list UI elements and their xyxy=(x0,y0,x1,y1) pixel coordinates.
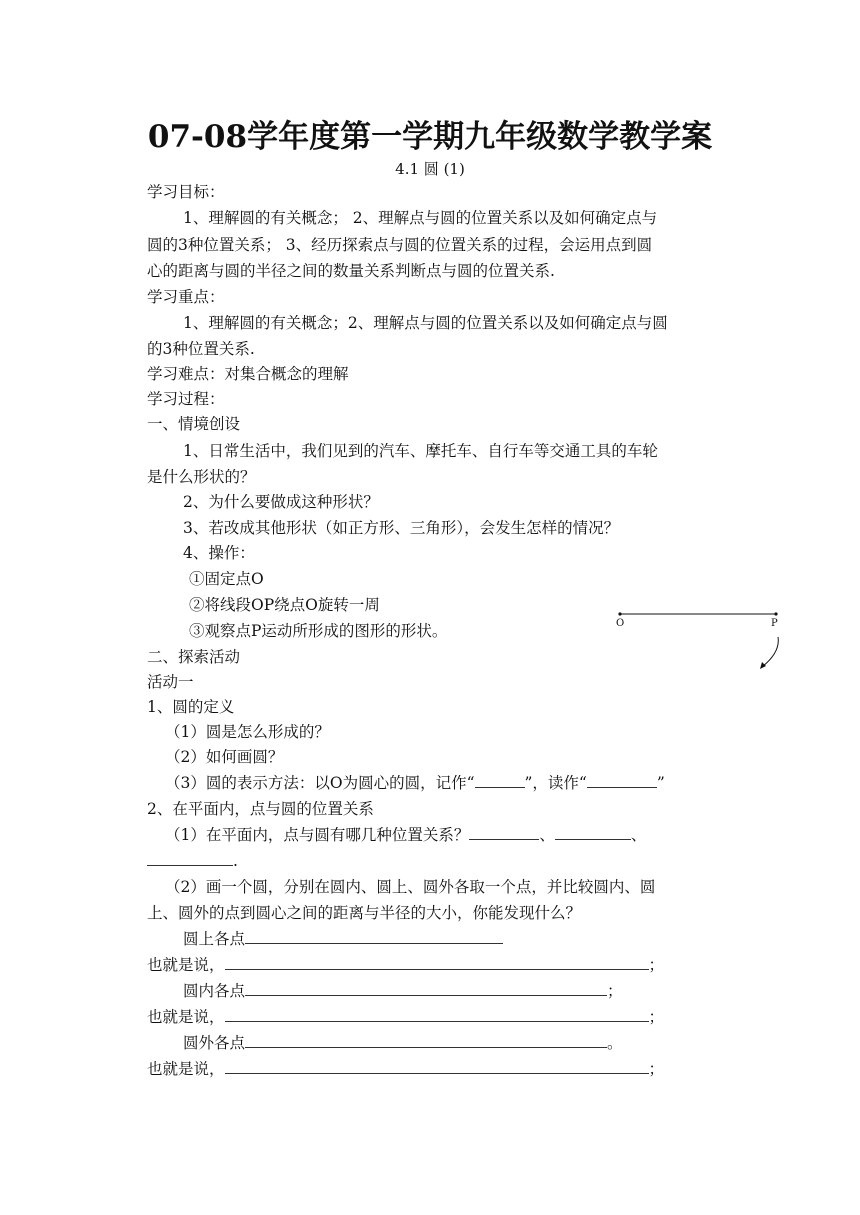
that-is-label-1: 也就是说， xyxy=(147,956,225,974)
difficulty-line: 学习难点：对集合概念的理解 xyxy=(147,365,349,383)
definition-q2: （2）如何画圆？ xyxy=(165,748,284,766)
relation-blank-3[interactable] xyxy=(147,849,233,866)
inside-label: 圆内各点 xyxy=(183,982,246,1000)
relation-blank-1[interactable] xyxy=(469,823,539,840)
goals-line-1: 1、理解圆的有关概念； 2、理解点与圆的位置关系以及如何确定点与 xyxy=(183,209,658,227)
definition-q1: （1）圆是怎么形成的？ xyxy=(165,723,330,741)
relation-period: . xyxy=(233,852,238,870)
goals-line-3: 心的距离与圆的半径之间的数量关系判断点与圆的位置关系. xyxy=(147,262,555,280)
label-p: P xyxy=(771,618,778,629)
outside-label: 圆外各点 xyxy=(183,1034,246,1052)
relation-separator-1: 、 xyxy=(539,826,555,844)
question-3: 3、若改成其他形状（如正方形、三角形），会发生怎样的情况？ xyxy=(183,519,620,537)
label-o: O xyxy=(616,618,625,629)
that-is-blank-3[interactable] xyxy=(225,1057,649,1074)
reading-blank[interactable] xyxy=(587,771,657,788)
question-1b: 是什么形状的？ xyxy=(147,468,256,486)
key-points-line-2: 的3种位置关系. xyxy=(147,340,255,358)
section2-heading: 二、探索活动 xyxy=(147,648,241,666)
process-heading: 学习过程： xyxy=(147,390,225,408)
outside-line xyxy=(183,1031,623,1055)
relation-heading: 2、在平面内，点与圆的位置关系 xyxy=(147,800,374,818)
on-circle-blank[interactable] xyxy=(245,927,503,944)
operation-1: ①固定点O xyxy=(189,570,264,588)
that-is-blank-1[interactable] xyxy=(225,953,649,970)
that-is-label-3: 也就是说， xyxy=(147,1060,225,1078)
goals-line-2: 圆的3种位置关系； 3、经历探索点与圆的位置关系的过程，会运用点到圆 xyxy=(147,236,653,254)
definition-heading: 1、圆的定义 xyxy=(147,698,235,716)
arrowhead-icon xyxy=(760,662,766,669)
relation-q2b: 上、圆外的点到圆心之间的距离与半径的大小，你能发现什么？ xyxy=(147,904,582,922)
outside-blank[interactable] xyxy=(245,1031,607,1048)
key-points-heading: 学习重点： xyxy=(147,288,225,306)
relation-q1-continued xyxy=(147,849,238,873)
semicolon-2: ； xyxy=(607,982,623,1000)
relation-q1 xyxy=(165,823,646,847)
relation-blank-2[interactable] xyxy=(555,823,631,840)
on-circle-line xyxy=(183,927,503,951)
question-2: 2、为什么要做成这种形状？ xyxy=(183,493,379,511)
relation-separator-2: 、 xyxy=(630,826,647,844)
relation-q2a: （2）画一个圆，分别在圆内、圆上、圆外各取一个点，并比较圆内、圆 xyxy=(165,878,656,896)
key-points-line-1: 1、理解圆的有关概念；2、理解点与圆的位置关系以及如何确定点与圆 xyxy=(183,314,668,332)
notation-prompt: （3）圆的表示方法：以O为圆心的圆，记作“ xyxy=(165,774,475,792)
that-is-label-2: 也就是说， xyxy=(147,1008,225,1026)
point-p xyxy=(774,612,777,615)
operation-3: ③观察点P运动所形成的图形的形状。 xyxy=(189,622,448,640)
that-is-line-1 xyxy=(147,953,664,977)
definition-q3 xyxy=(165,771,665,795)
semicolon-3: ； xyxy=(648,1008,665,1026)
rotation-arrow xyxy=(762,637,778,667)
outside-period: 。 xyxy=(607,1034,623,1052)
goals-heading: 学习目标： xyxy=(147,183,225,201)
segment-op-diagram xyxy=(610,605,790,677)
relation-q1-text: （1）在平面内，点与圆有哪几种位置关系？ xyxy=(165,826,470,844)
semicolon-4: ； xyxy=(648,1060,665,1078)
section1-heading: 一、情境创设 xyxy=(147,415,241,433)
notation-blank[interactable] xyxy=(475,771,525,788)
question-4: 4、操作： xyxy=(183,544,255,562)
on-circle-label: 圆上各点 xyxy=(183,930,246,948)
reading-close-quote: ” xyxy=(656,774,665,792)
activity-one: 活动一 xyxy=(147,673,194,691)
lesson-subtitle: 4.1 圆 (1) xyxy=(395,160,465,178)
page-title: 07-08学年度第一学期九年级数学教学案 xyxy=(147,119,713,155)
operation-2: ②将线段OP绕点O旋转一周 xyxy=(189,596,380,614)
inside-blank[interactable] xyxy=(245,979,607,996)
that-is-line-3 xyxy=(147,1057,664,1081)
question-1a: 1、日常生活中，我们见到的汽车、摩托车、自行车等交通工具的车轮 xyxy=(183,442,658,460)
that-is-blank-2[interactable] xyxy=(225,1005,649,1022)
semicolon-1: ； xyxy=(648,956,665,974)
reading-prompt: ”，读作“ xyxy=(524,774,587,792)
point-o xyxy=(618,612,621,615)
inside-line xyxy=(183,979,623,1003)
that-is-line-2 xyxy=(147,1005,664,1029)
